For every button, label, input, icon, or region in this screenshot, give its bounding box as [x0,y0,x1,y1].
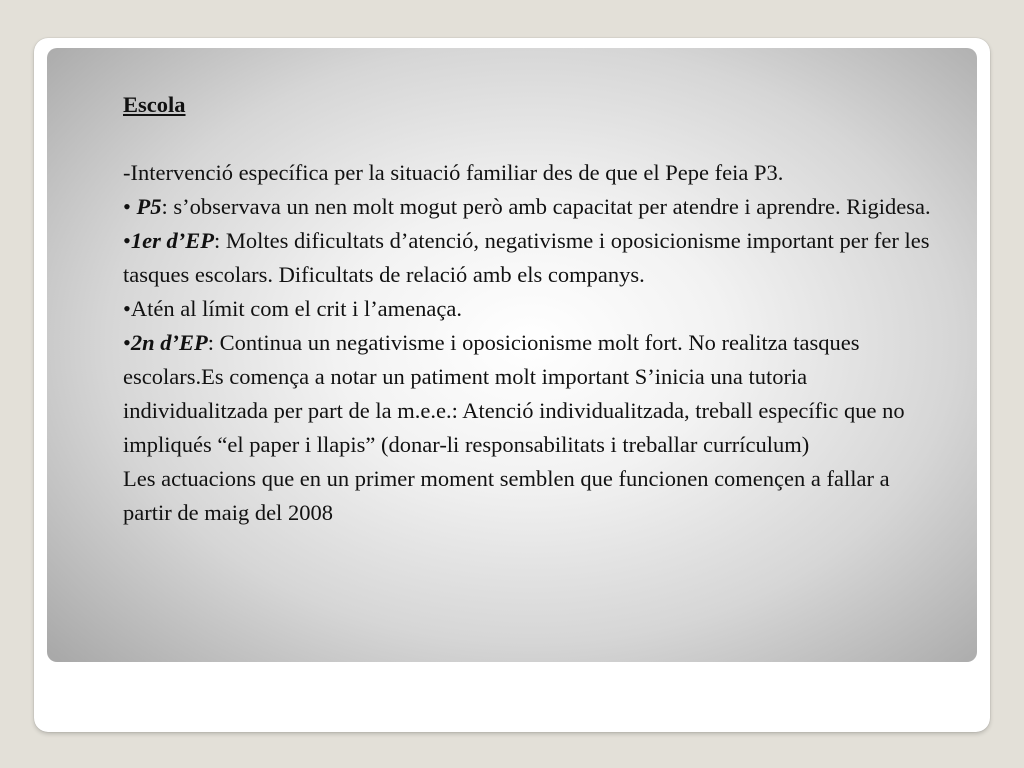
bullet-p5-keyword: P5 [136,194,162,219]
bullet-p5 [123,190,943,224]
closing-paragraph: Les actuacions que en un primer moment semblen que funcionen començen a fallar a partir de maig del 2008 [123,466,890,525]
bullet-1er-ep-keyword: 1er d’EP [130,228,215,253]
slide-text-body [123,88,943,530]
bullet-p5-prefix: • [123,194,137,219]
bullet-2n-ep-prefix: • [123,330,131,355]
bullet-1er-ep-prefix: • [123,228,131,253]
bullet-limit: •Atén al límit com el crit i l’amenaça. [123,296,462,321]
slide-heading: Escola [123,92,186,117]
blank-line [123,122,943,156]
bullet-2n-ep-keyword: 2n d’EP [130,330,208,355]
bullet-2n-ep [123,326,943,462]
bullet-1er-ep [123,224,943,292]
bullet-2n-ep-text: : Continua un negativisme i oposicionisme molt fort. No realitza tasques escolars.Es comença a notar un patiment molt important S’inicia una tutoria individualitzada per part de la m.e.e.: Atenció individualitzada, treball específic que no impliqués “el paper i llapis” (donar-li responsabilitats i treballar currículum) [123,330,905,457]
intervention-paragraph: -Intervenció específica per la situació familiar des de que el Pepe feia P3. [123,160,784,185]
bullet-1er-ep-text: : Moltes dificultats d’atenció, negativisme i oposicionisme important per fer les tasques escolars. Dificultats de relació amb els companys. [123,228,930,287]
bullet-p5-text: : s’observava un nen molt mogut però amb capacitat per atendre i aprendre. Rigidesa. [161,194,931,219]
